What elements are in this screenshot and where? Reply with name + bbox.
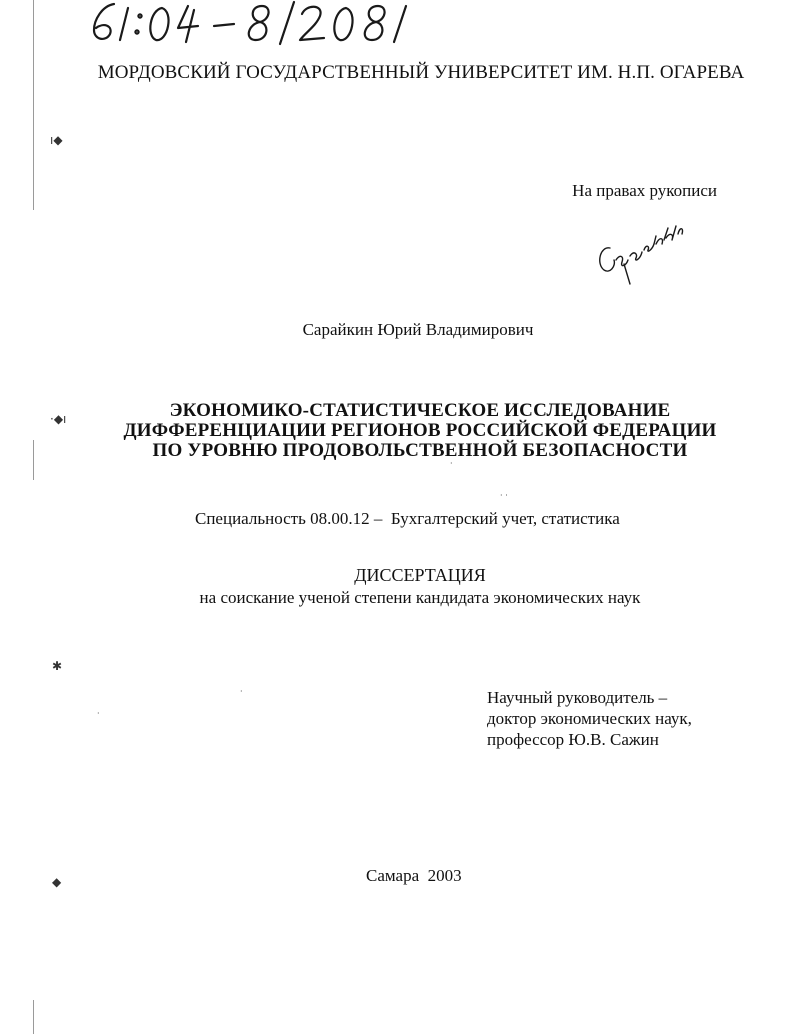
author-name: Сарайкин Юрий Владимирович [302,320,534,339]
manuscript-rights-note: На правах рукописи [572,181,717,200]
scan-speck: · [450,459,453,468]
degree-description: на соискание ученой степени кандидата экономических наук [199,588,641,607]
supervisor-block [487,687,692,750]
scan-speck: · [97,709,100,718]
scan-speck: · · [500,491,508,500]
university-name: МОРДОВСКИЙ ГОСУДАРСТВЕННЫЙ УНИВЕРСИТЕТ ИМ. Н.П. ОГАРЕВА [97,62,745,83]
binding-mark: ◆ [52,875,62,889]
specialty-label: Специальность 08.00.12 – [195,509,383,528]
supervisor-line: Научный руководитель – [487,688,668,707]
author-signature [590,220,690,290]
document-type: ДИССЕРТАЦИЯ [354,565,486,585]
scan-speck: · [240,687,243,696]
binding-mark: ı◆ [50,133,63,147]
title-line: ЭКОНОМИКО-СТАТИСТИЧЕСКОЕ ИССЛЕДОВАНИЕ [169,400,671,421]
binding-mark: ✱ [52,659,63,673]
archive-number-handwriting [84,0,424,46]
supervisor-line: профессор Ю.В. Сажин [487,730,659,749]
specialty [195,509,620,529]
binding-mark: ·◆ı [50,412,67,426]
scan-edge-line [33,0,34,210]
city-and-year: Самара 2003 [366,866,462,885]
supervisor-line: доктор экономических наук, [487,709,692,728]
specialty-name: Бухгалтерский учет, статистика [390,509,620,528]
scan-edge-line [33,1000,34,1034]
title-line: ПО УРОВНЮ ПРОДОВОЛЬСТВЕННОЙ БЕЗОПАСНОСТИ [152,440,688,461]
dissertation-title [0,401,799,461]
title-line: ДИФФЕРЕНЦИАЦИИ РЕГИОНОВ РОССИЙСКОЙ ФЕДЕРАЦИИ [123,420,717,441]
